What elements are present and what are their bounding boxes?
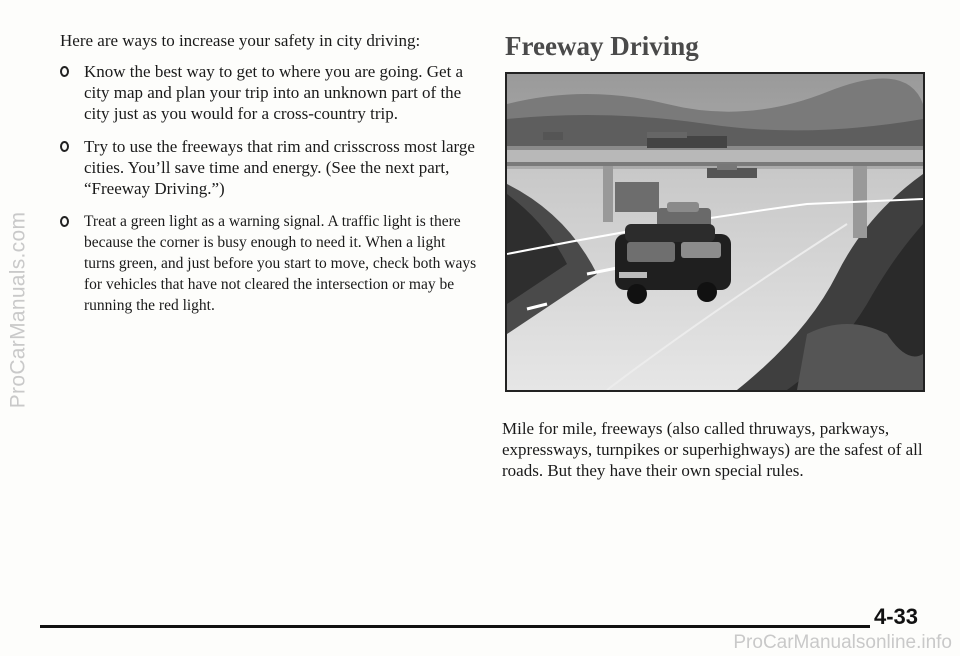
bullet-icon (60, 141, 69, 152)
freeway-overpass-drawing (507, 74, 923, 390)
bullet-icon (60, 66, 69, 77)
bullet-icon (60, 216, 69, 227)
right-column (502, 30, 935, 481)
side-watermark-text: ProCarManuals.com (6, 211, 29, 409)
left-column (60, 30, 480, 328)
footer-watermark: ProCarManualsonline.info (733, 632, 952, 653)
intro-text: Here are ways to increase your safety in city driving: (60, 31, 421, 50)
body-text: Mile for mile, freeways (also called thruways, parkways, expressways, turnpikes or superhighways) are the safest of all roads. But they have their own special rules. (502, 419, 923, 480)
side-watermark (4, 60, 32, 560)
page-number: 4-33 (873, 604, 918, 629)
safety-list (60, 61, 480, 316)
list-item-text: Know the best way to get to where you are going. Get a city map and plan your trip into an unknown part of the city just as you would for a cross-country trip. (84, 62, 464, 123)
list-item-text: Try to use the freeways that rim and crisscross most large cities. You’ll save time and energy. (See the next part, “Freeway Driving.”) (84, 137, 475, 198)
list-item (60, 211, 480, 316)
list-item (60, 136, 480, 199)
list-item-text: Treat a green light as a warning signal. A traffic light is there because the corner is busy enough to need it. When a light turns green, and just before you start to move, check both ways for vehicles that have not cleared the intersection or may be running the red light. (84, 213, 477, 314)
freeway-illustration (505, 72, 925, 392)
list-item (60, 61, 480, 124)
footer-rule (40, 625, 870, 628)
section-title: Freeway Driving (505, 31, 699, 61)
